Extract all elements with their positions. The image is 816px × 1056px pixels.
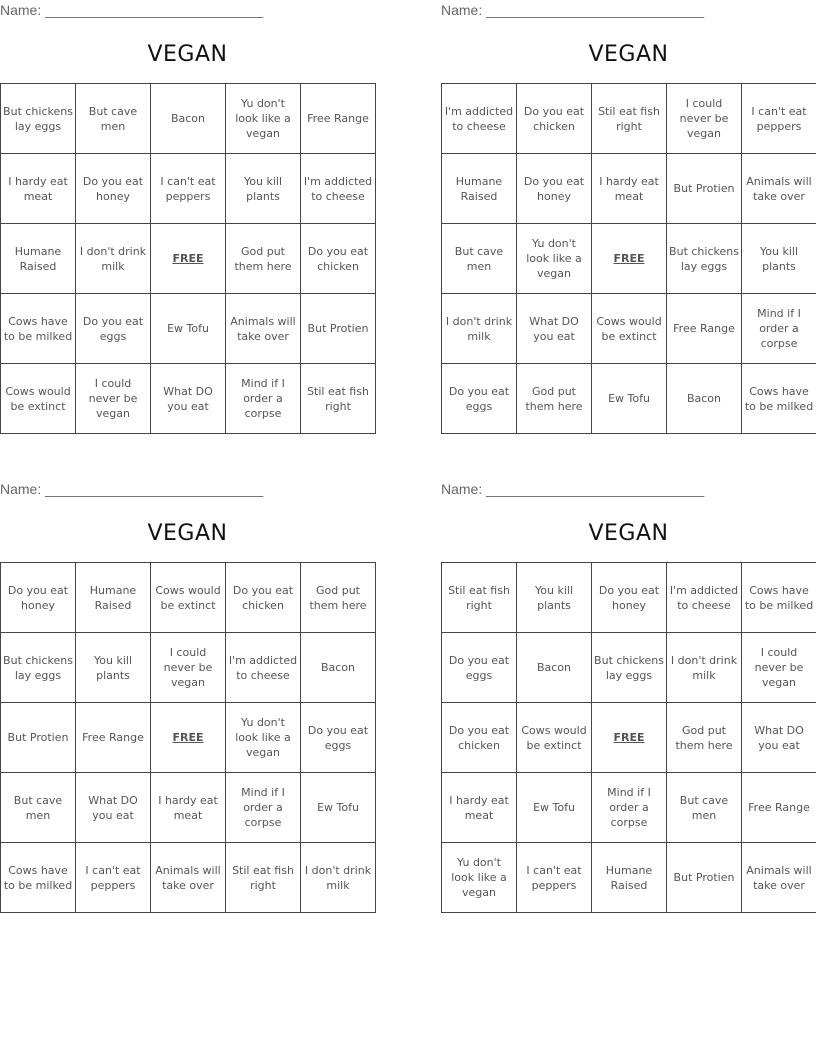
grid-row xyxy=(1,84,376,154)
bingo-cell: Bacon xyxy=(517,633,592,703)
bingo-cell: Do you eat honey xyxy=(76,154,151,224)
bingo-cell: God put them here xyxy=(226,224,301,294)
bingo-cell: But Protien xyxy=(301,294,376,364)
bingo-cell: Yu don't look like a vegan xyxy=(226,84,301,154)
bingo-cell: God put them here xyxy=(301,563,376,633)
bingo-cell: Yu don't look like a vegan xyxy=(517,224,592,294)
bingo-cell: I can't eat peppers xyxy=(742,84,816,154)
bingo-cell: But chickens lay eggs xyxy=(667,224,742,294)
bingo-cell: I could never be vegan xyxy=(742,633,816,703)
bingo-cell: You kill plants xyxy=(517,563,592,633)
bingo-cell: Humane Raised xyxy=(76,563,151,633)
bingo-cell: Stil eat fish right xyxy=(226,843,301,913)
bingo-cell: But cave men xyxy=(76,84,151,154)
grid-row xyxy=(1,364,376,434)
free-space-cell: FREE xyxy=(151,224,226,294)
grid-row xyxy=(442,154,816,224)
free-space-cell: FREE xyxy=(592,703,667,773)
bingo-cell: Free Range xyxy=(742,773,816,843)
card-title: VEGAN xyxy=(147,521,228,546)
bingo-cell: Do you eat eggs xyxy=(301,703,376,773)
bingo-cell: I hardy eat meat xyxy=(592,154,667,224)
bingo-cell: Do you eat eggs xyxy=(442,364,517,434)
bingo-cell: Mind if I order a corpse xyxy=(742,294,816,364)
name-field-label: Name: ____________________________ xyxy=(441,481,705,497)
bingo-cell: Do you eat honey xyxy=(1,563,76,633)
bingo-cell: Cows would be extinct xyxy=(517,703,592,773)
bingo-cell: Ew Tofu xyxy=(592,364,667,434)
bingo-cell: I'm addicted to cheese xyxy=(301,154,376,224)
bingo-cell: Do you eat honey xyxy=(517,154,592,224)
bingo-cell: What DO you eat xyxy=(151,364,226,434)
grid-row xyxy=(442,563,816,633)
card-title: VEGAN xyxy=(588,42,669,67)
bingo-cell: Cows would be extinct xyxy=(1,364,76,434)
bingo-cell: Ew Tofu xyxy=(151,294,226,364)
bingo-cell: But chickens lay eggs xyxy=(1,84,76,154)
bingo-cell: But chickens lay eggs xyxy=(1,633,76,703)
grid-row xyxy=(442,703,816,773)
grid-row xyxy=(1,773,376,843)
bingo-cell: What DO you eat xyxy=(517,294,592,364)
bingo-cell: I can't eat peppers xyxy=(76,843,151,913)
bingo-cell: I hardy eat meat xyxy=(442,773,517,843)
grid-row xyxy=(442,843,816,913)
grid-row xyxy=(442,633,816,703)
bingo-cell: I could never be vegan xyxy=(667,84,742,154)
bingo-cell: I'm addicted to cheese xyxy=(442,84,517,154)
bingo-cell: I could never be vegan xyxy=(76,364,151,434)
bingo-cell: But cave men xyxy=(1,773,76,843)
bingo-cell: You kill plants xyxy=(76,633,151,703)
bingo-cell: Free Range xyxy=(301,84,376,154)
bingo-grid xyxy=(0,562,376,913)
grid-row xyxy=(442,294,816,364)
bingo-cell: Mind if I order a corpse xyxy=(226,364,301,434)
bingo-cell: Yu don't look like a vegan xyxy=(442,843,517,913)
bingo-grid xyxy=(441,83,816,434)
bingo-cell: Mind if I order a corpse xyxy=(592,773,667,843)
grid-row xyxy=(1,563,376,633)
bingo-cell: Stil eat fish right xyxy=(442,563,517,633)
bingo-cell: Do you eat honey xyxy=(592,563,667,633)
bingo-cell: But cave men xyxy=(442,224,517,294)
bingo-cell: I'm addicted to cheese xyxy=(226,633,301,703)
free-space-cell: FREE xyxy=(151,703,226,773)
grid-row xyxy=(442,364,816,434)
bingo-cell: I could never be vegan xyxy=(151,633,226,703)
bingo-cell: Stil eat fish right xyxy=(592,84,667,154)
bingo-cell: Do you eat chicken xyxy=(301,224,376,294)
bingo-cell: Bacon xyxy=(667,364,742,434)
card-title: VEGAN xyxy=(588,521,669,546)
name-field-label: Name: ____________________________ xyxy=(0,481,264,497)
bingo-cell: But chickens lay eggs xyxy=(592,633,667,703)
grid-row xyxy=(442,773,816,843)
bingo-cell: Bacon xyxy=(301,633,376,703)
bingo-cell: I'm addicted to cheese xyxy=(667,563,742,633)
bingo-grid xyxy=(441,562,816,913)
grid-row xyxy=(1,633,376,703)
name-field-label: Name: ____________________________ xyxy=(441,2,705,18)
bingo-cell: Humane Raised xyxy=(592,843,667,913)
bingo-cell: Ew Tofu xyxy=(517,773,592,843)
bingo-cell: But Protien xyxy=(667,154,742,224)
bingo-cell: Cows have to be milked xyxy=(1,294,76,364)
bingo-cell: Yu don't look like a vegan xyxy=(226,703,301,773)
bingo-cell: Ew Tofu xyxy=(301,773,376,843)
bingo-cell: You kill plants xyxy=(742,224,816,294)
bingo-cell: Stil eat fish right xyxy=(301,364,376,434)
bingo-cell: Humane Raised xyxy=(1,224,76,294)
bingo-cell: Bacon xyxy=(151,84,226,154)
bingo-cell: What DO you eat xyxy=(742,703,816,773)
bingo-cell: I can't eat peppers xyxy=(517,843,592,913)
bingo-cell: Animals will take over xyxy=(226,294,301,364)
bingo-cell: I hardy eat meat xyxy=(151,773,226,843)
bingo-cell: I don't drink milk xyxy=(442,294,517,364)
bingo-cell: I can't eat peppers xyxy=(151,154,226,224)
grid-row xyxy=(442,84,816,154)
bingo-cell: Cows would be extinct xyxy=(151,563,226,633)
bingo-cell: What DO you eat xyxy=(76,773,151,843)
bingo-cell: God put them here xyxy=(517,364,592,434)
grid-row xyxy=(1,843,376,913)
grid-row xyxy=(1,154,376,224)
bingo-cell: Do you eat eggs xyxy=(76,294,151,364)
bingo-cell: Humane Raised xyxy=(442,154,517,224)
bingo-cell: I don't drink milk xyxy=(667,633,742,703)
grid-row xyxy=(1,703,376,773)
bingo-cell: But cave men xyxy=(667,773,742,843)
grid-row xyxy=(1,294,376,364)
grid-row xyxy=(1,224,376,294)
free-space-cell: FREE xyxy=(592,224,667,294)
card-title: VEGAN xyxy=(147,42,228,67)
bingo-cell: But Protien xyxy=(667,843,742,913)
bingo-cell: Animals will take over xyxy=(742,154,816,224)
bingo-cell: Mind if I order a corpse xyxy=(226,773,301,843)
bingo-cell: Free Range xyxy=(76,703,151,773)
bingo-cell: Free Range xyxy=(667,294,742,364)
bingo-cell: Animals will take over xyxy=(742,843,816,913)
bingo-cell: Do you eat chicken xyxy=(517,84,592,154)
bingo-cell: Do you eat eggs xyxy=(442,633,517,703)
bingo-cell: I don't drink milk xyxy=(301,843,376,913)
bingo-cell: Animals will take over xyxy=(151,843,226,913)
bingo-grid xyxy=(0,83,376,434)
bingo-cell: Do you eat chicken xyxy=(442,703,517,773)
bingo-cell: Cows have to be milked xyxy=(1,843,76,913)
bingo-cell: Do you eat chicken xyxy=(226,563,301,633)
bingo-cell: Cows have to be milked xyxy=(742,563,816,633)
bingo-cell: But Protien xyxy=(1,703,76,773)
name-field-label: Name: ____________________________ xyxy=(0,2,264,18)
bingo-cell: You kill plants xyxy=(226,154,301,224)
bingo-cell: God put them here xyxy=(667,703,742,773)
bingo-cell: Cows have to be milked xyxy=(742,364,816,434)
grid-row xyxy=(442,224,816,294)
bingo-cell: Cows would be extinct xyxy=(592,294,667,364)
bingo-cell: I hardy eat meat xyxy=(1,154,76,224)
bingo-cell: I don't drink milk xyxy=(76,224,151,294)
